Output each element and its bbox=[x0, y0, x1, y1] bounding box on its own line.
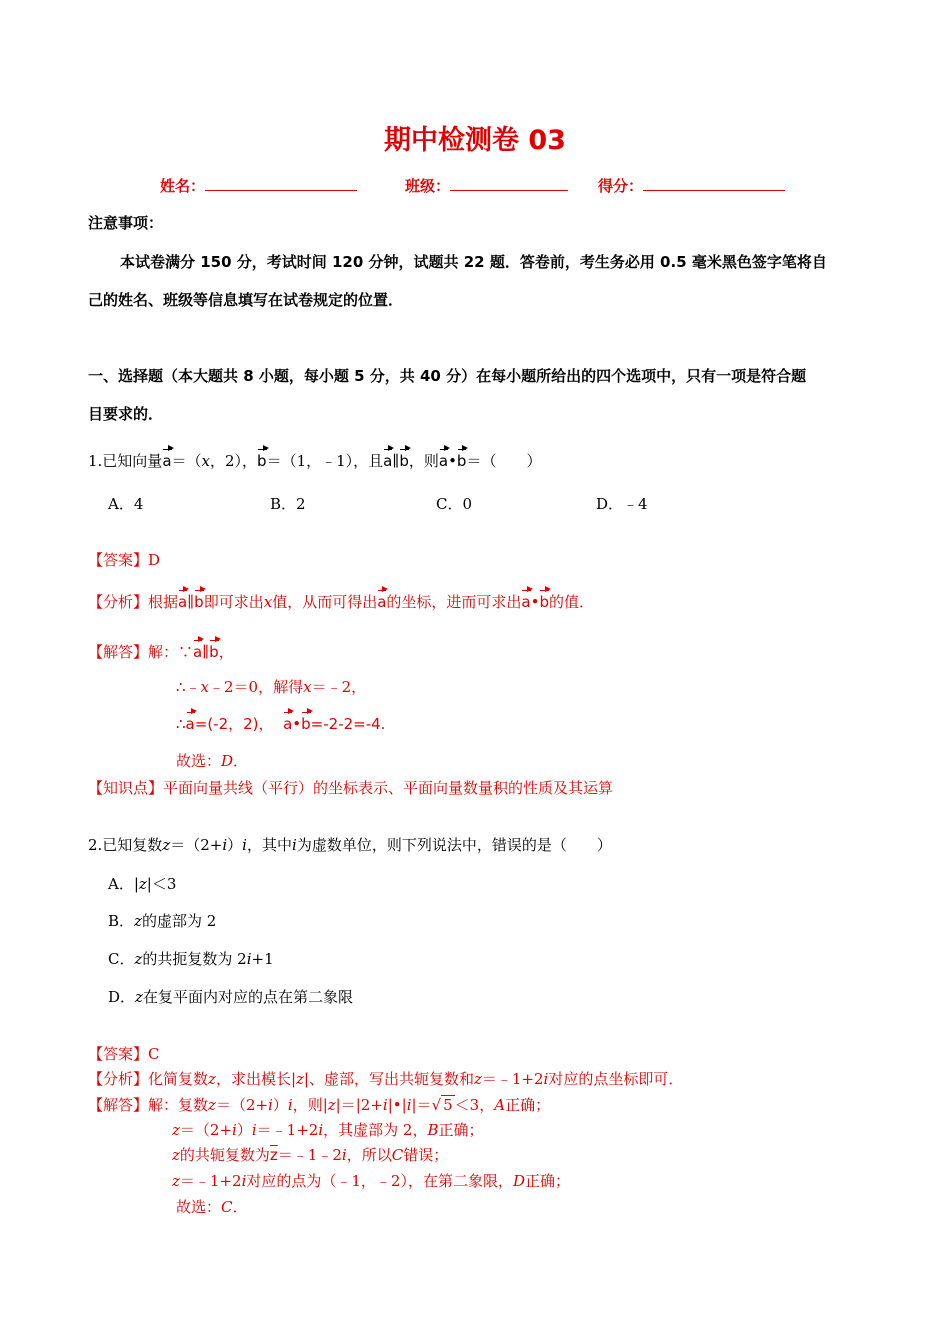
q1-option-d[interactable]: D．﹣4 bbox=[596, 495, 648, 513]
q2-stem: 2.已知复数z＝（2+i）i，其中i为虚数单位，则下列说法中，错误的是（ ） bbox=[88, 836, 612, 854]
page-title: 期中检测卷 03 bbox=[384, 125, 566, 156]
q2-analysis: 【分析】化简复数z，求出模长|z|、虚部，写出共轭复数和z＝﹣1+2i对应的点坐标即可． bbox=[88, 1070, 684, 1088]
q1-option-a[interactable]: A．4 bbox=[108, 495, 144, 513]
q2-option-d[interactable]: D．z在复平面内对应的点在第二象限 bbox=[108, 988, 353, 1006]
q2-answer: 【答案】C bbox=[88, 1045, 160, 1063]
q2-option-a[interactable]: A．|z|＜3 bbox=[108, 875, 177, 893]
name-blank[interactable] bbox=[205, 174, 357, 191]
notice-heading: 注意事项： bbox=[88, 214, 164, 232]
section-1-line-1: 一、选择题（本大题共 8 小题，每小题 5 分，共 40 分）在每小题所给出的四个选项中，只有一项是符合题 bbox=[88, 367, 807, 385]
class-label: 班级： bbox=[405, 177, 451, 195]
score-label: 得分： bbox=[598, 177, 644, 195]
q1-answer: 【答案】D bbox=[88, 551, 161, 569]
q1-analysis: 【分析】根据a∥b即可求出x值，从而可得出a的坐标，进而可求出a•b的值． bbox=[88, 593, 595, 611]
q1-knowledge: 【知识点】平面向量共线（平行）的坐标表示、平面向量数量积的性质及其运算 bbox=[88, 779, 614, 797]
q1-solution-step-2: ∴a=(-2，2)， a•b=-2-2=-4. bbox=[176, 715, 386, 733]
q2-option-b[interactable]: B．z的虚部为 2 bbox=[108, 912, 217, 930]
q1-solution-step-3: 故选：D． bbox=[176, 752, 249, 770]
q2-solution: 【解答】解：复数z＝（2+i）i，则|z|＝|2+i|•|i|＝√ 5 ＜3，A正确； bbox=[88, 1096, 551, 1114]
notice-line-2: 己的姓名、班级等信息填写在试卷规定的位置． bbox=[88, 291, 404, 309]
q2-solution-step-2: z＝（2+i）i＝﹣1+2i，其虚部为 2，B正确； bbox=[172, 1121, 484, 1139]
score-blank[interactable] bbox=[643, 174, 785, 191]
q1-stem: 1.已知向量a＝（x，2），b＝（1，﹣1），且a∥b，则a•b＝（ ） bbox=[88, 452, 542, 470]
class-blank[interactable] bbox=[450, 174, 568, 191]
notice-line-1: 本试卷满分 150 分，考试时间 120 分钟，试题共 22 题．答卷前，考生务必用 0.5 毫米黑色签字笔将自 bbox=[120, 253, 827, 271]
class-field[interactable] bbox=[405, 174, 568, 196]
q2-solution-step-4: z＝﹣1+2i对应的点为（﹣1，﹣2），在第二象限，D正确； bbox=[172, 1172, 571, 1190]
q1-solution: 【解答】解：∵a∥b， bbox=[88, 643, 234, 661]
section-1-line-2: 目要求的． bbox=[88, 405, 164, 423]
q1-option-b[interactable]: B．2 bbox=[270, 495, 306, 513]
name-field[interactable] bbox=[160, 174, 357, 196]
q1-option-c[interactable]: C．0 bbox=[436, 495, 473, 513]
q2-option-c[interactable]: C．z的共扼复数为 2i+1 bbox=[108, 950, 274, 968]
q2-solution-step-5: 故选：C． bbox=[176, 1198, 248, 1216]
q2-solution-step-3: z的共轭复数为$\overline{z}=﹣1﹣2i$，所以C错误； bbox=[172, 1146, 449, 1164]
q1-solution-step-1: ∴﹣x﹣2＝0，解得x＝﹣2， bbox=[176, 678, 367, 696]
name-label: 姓名： bbox=[160, 177, 206, 195]
score-field[interactable] bbox=[598, 174, 785, 196]
